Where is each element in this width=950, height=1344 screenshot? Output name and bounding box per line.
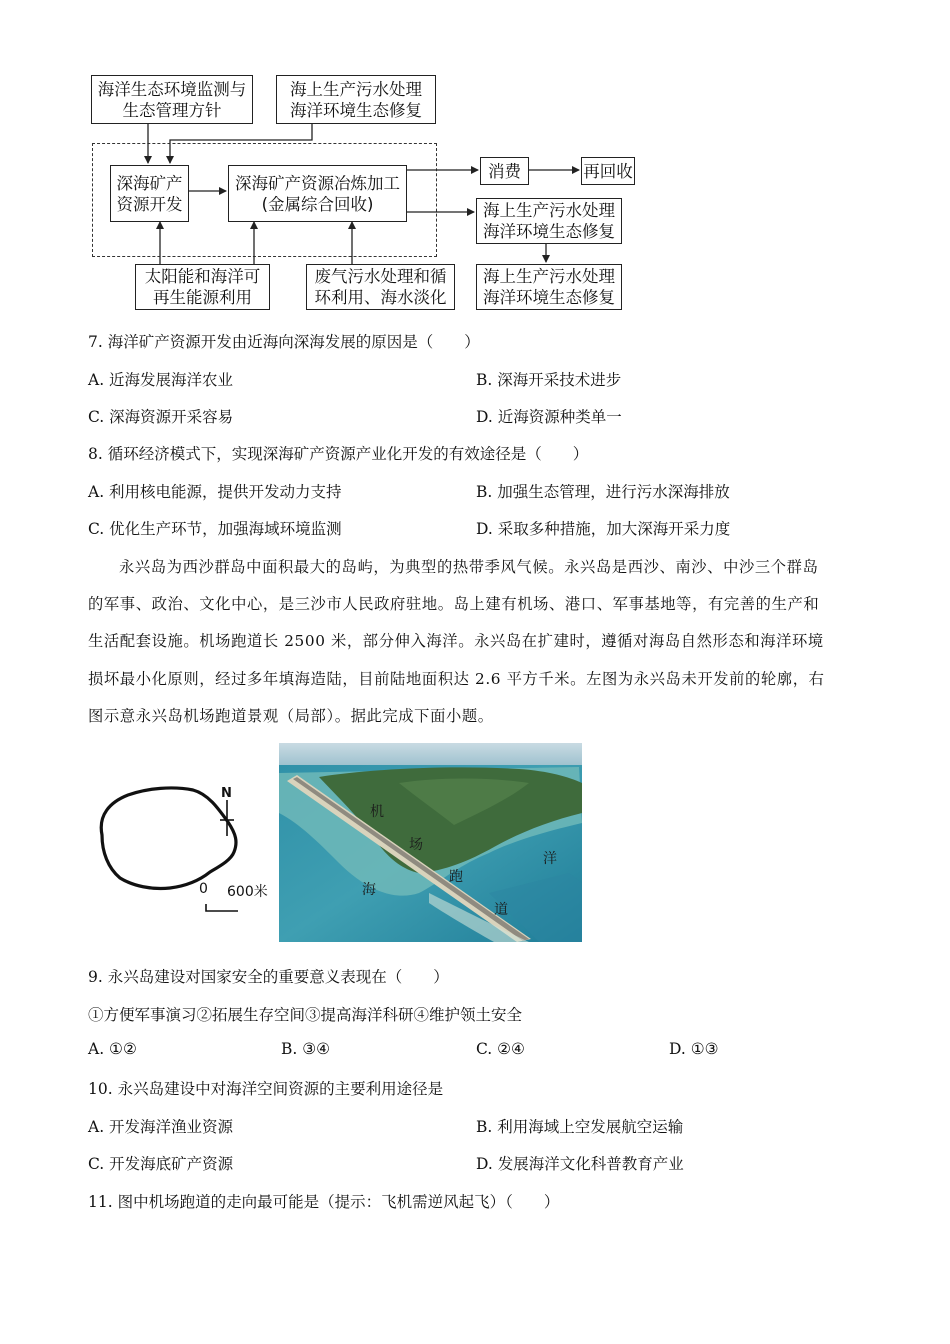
q10-option-a[interactable]: A. 开发海洋渔业资源 xyxy=(88,1118,234,1136)
photo-label-pao: 跑 xyxy=(449,869,463,885)
q7-option-d[interactable]: D. 近海资源种类单一 xyxy=(476,408,622,426)
q9-option-b[interactable]: B. ③④ xyxy=(281,1040,331,1058)
airport-runway-photo xyxy=(279,743,582,942)
box-consume: 消费 xyxy=(480,157,529,185)
q9-items: ①方便军事演习②拓展生存空间③提高海洋科研④维护领土安全 xyxy=(88,1006,523,1024)
box-sewage-bottom: 海上生产污水处理 海洋环境生态修复 xyxy=(476,264,622,310)
q9-stem: 9. 永兴岛建设对国家安全的重要意义表现在（ ） xyxy=(88,968,449,986)
island-outline-map xyxy=(88,780,278,920)
q8-option-a[interactable]: A. 利用核电能源，提供开发动力支持 xyxy=(88,483,342,501)
q8-option-d[interactable]: D. 采取多种措施，加大深海开采力度 xyxy=(476,520,731,538)
runway-photo-illustration xyxy=(279,743,582,942)
q7-option-b[interactable]: B. 深海开采技术进步 xyxy=(476,371,622,389)
passage-line: 图示意永兴岛机场跑道景观（局部）。据此完成下面小题。 xyxy=(88,707,494,725)
box-recycle: 再回收 xyxy=(581,157,635,185)
photo-label-ji: 机 xyxy=(370,804,384,820)
q9-option-d[interactable]: D. ①③ xyxy=(669,1040,719,1058)
photo-label-sea-left: 海 xyxy=(362,882,376,898)
scale-zero: 0 xyxy=(199,881,208,897)
box-smelting: 深海矿产资源冶炼加工 (金属综合回收) xyxy=(228,165,407,222)
q8-stem: 8. 循环经济模式下，实现深海矿产资源产业化开发的有效途径是（ ） xyxy=(88,445,589,463)
photo-label-chang: 场 xyxy=(409,837,423,853)
box-sewage-mid: 海上生产污水处理 海洋环境生态修复 xyxy=(476,198,622,244)
q9-option-c[interactable]: C. ②④ xyxy=(476,1040,525,1058)
q7-option-a[interactable]: A. 近海发展海洋农业 xyxy=(88,371,234,389)
photo-label-dao: 道 xyxy=(494,902,508,918)
q10-stem: 10. 永兴岛建设中对海洋空间资源的主要利用途径是 xyxy=(88,1080,444,1098)
passage-line: 损坏最小化原则，经过多年填海造陆，目前陆地面积达 2.6 平方千米。左图为永兴岛未开发前的轮廓，右 xyxy=(88,670,825,688)
photo-label-sea-right: 洋 xyxy=(543,851,557,867)
scale-label: 600米 xyxy=(227,884,268,900)
passage-line: 的军事、政治、文化中心，是三沙市人民政府驻地。岛上建有机场、港口、军事基地等，有完善的生产和 xyxy=(88,595,820,613)
box-waste-treatment: 废气污水处理和循 环利用、海水淡化 xyxy=(306,264,455,310)
q7-option-c[interactable]: C. 深海资源开采容易 xyxy=(88,408,234,426)
north-arrow-label: N xyxy=(221,786,232,801)
q8-option-c[interactable]: C. 优化生产环节，加强海域环境监测 xyxy=(88,520,342,538)
box-sewage-top: 海上生产污水处理 海洋环境生态修复 xyxy=(276,75,436,124)
arrow-sewage-to-mining xyxy=(170,123,312,163)
q10-option-d[interactable]: D. 发展海洋文化科普教育产业 xyxy=(476,1155,684,1173)
q10-option-c[interactable]: C. 开发海底矿产资源 xyxy=(88,1155,234,1173)
box-monitoring: 海洋生态环境监测与 生态管理方针 xyxy=(91,75,253,124)
passage-line: 生活配套设施。机场跑道长 2500 米，部分伸入海洋。永兴岛在扩建时，遵循对海岛自然形态和海洋环境 xyxy=(88,632,824,650)
box-renewable-energy: 太阳能和海洋可 再生能源利用 xyxy=(135,264,270,310)
q7-stem: 7. 海洋矿产资源开发由近海向深海发展的原因是（ ） xyxy=(88,333,480,351)
flowchart-arrows xyxy=(0,0,950,330)
q11-stem: 11. 图中机场跑道的走向最可能是（提示：飞机需逆风起飞）（ ） xyxy=(88,1193,560,1211)
box-deep-sea-mining: 深海矿产 资源开发 xyxy=(110,165,189,222)
q10-option-b[interactable]: B. 利用海域上空发展航空运输 xyxy=(476,1118,684,1136)
q9-option-a[interactable]: A. ①② xyxy=(88,1040,137,1058)
passage-line: 永兴岛为西沙群岛中面积最大的岛屿，为典型的热带季风气候。永兴岛是西沙、南沙、中沙三个群岛 xyxy=(119,558,819,576)
q8-option-b[interactable]: B. 加强生态管理，进行污水深海排放 xyxy=(476,483,730,501)
